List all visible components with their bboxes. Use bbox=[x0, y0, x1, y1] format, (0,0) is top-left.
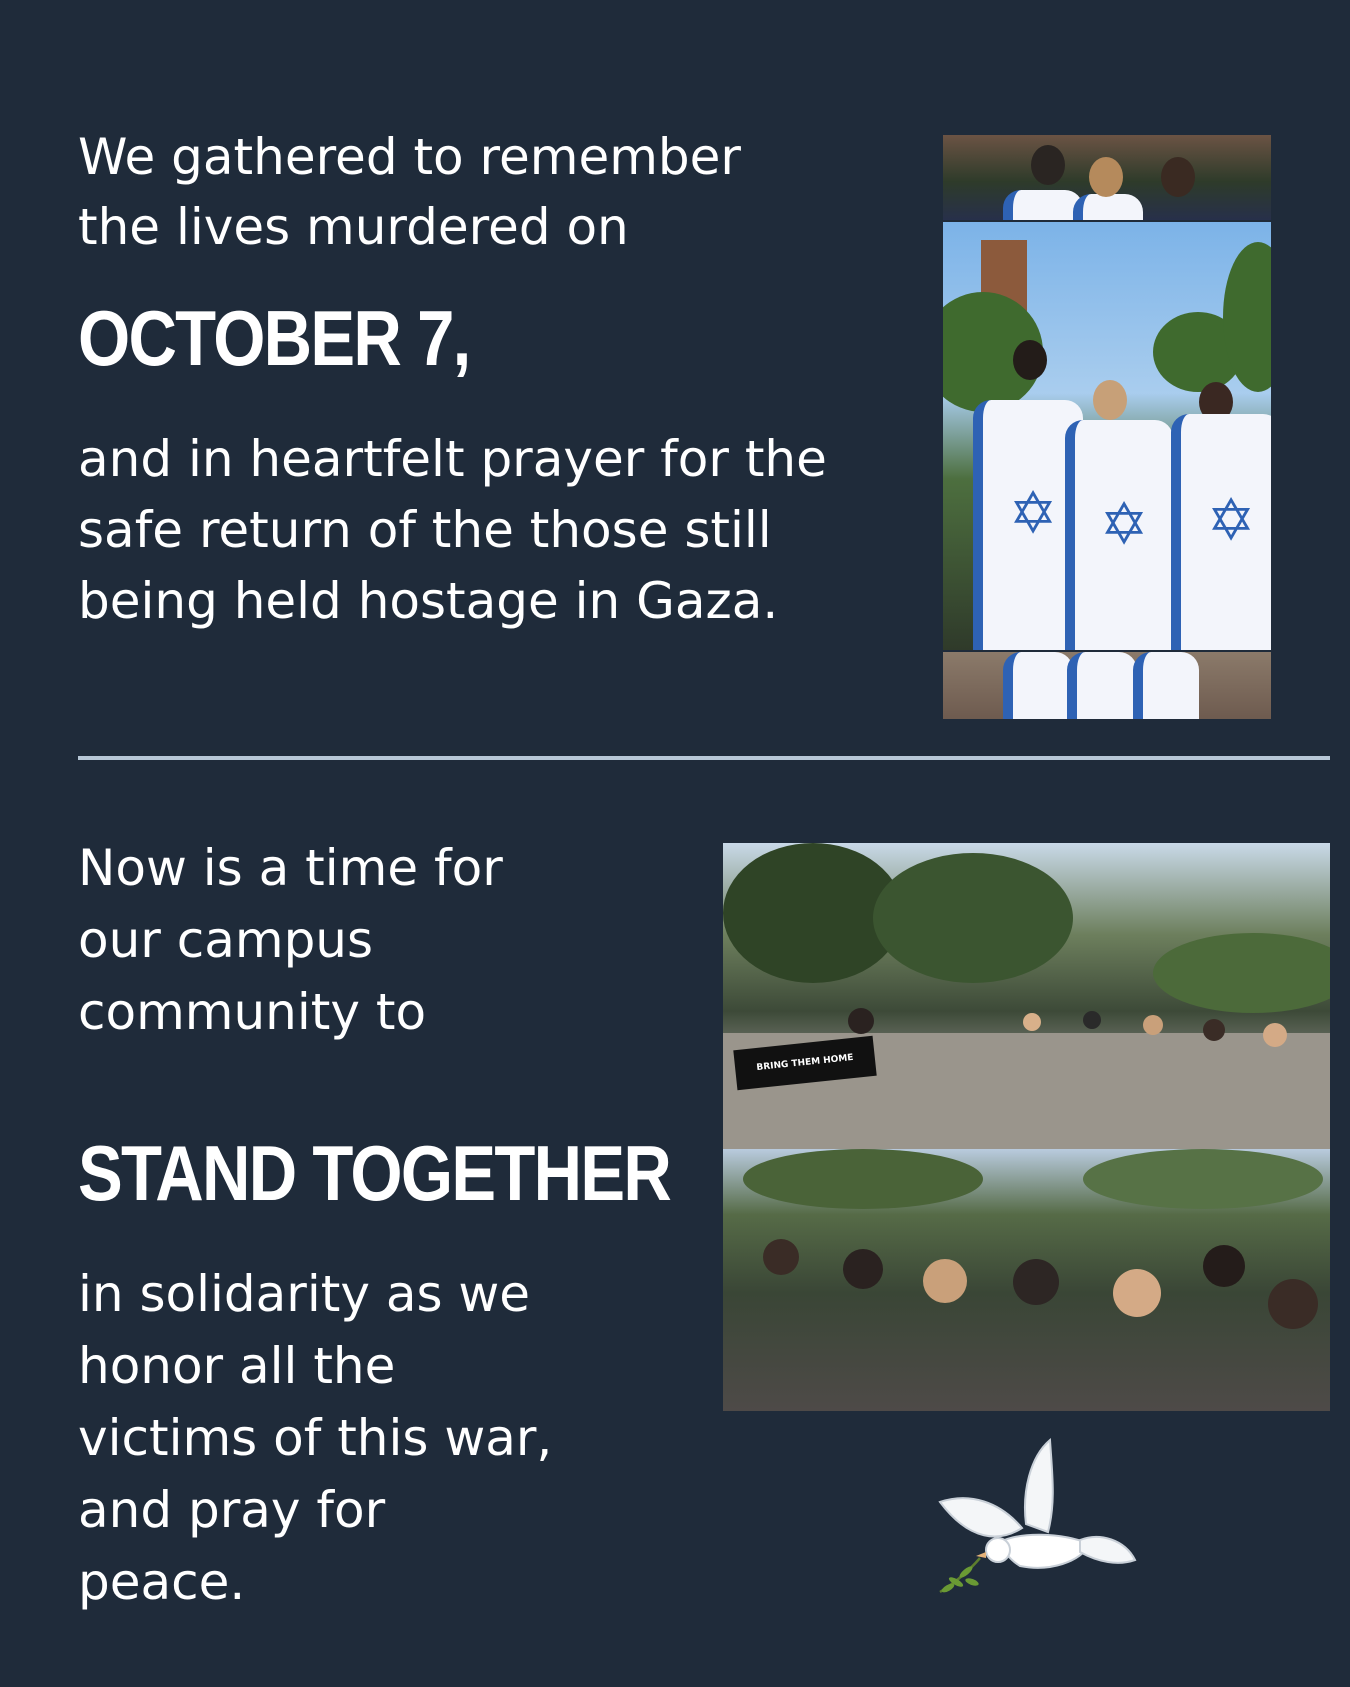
crowd-person bbox=[1023, 1013, 1041, 1031]
crowd-person bbox=[843, 1249, 883, 1289]
flag-figure bbox=[1133, 652, 1199, 719]
flag-figure bbox=[1067, 652, 1137, 719]
person-head bbox=[1031, 145, 1065, 185]
section-divider bbox=[78, 756, 1330, 760]
photo-crowd-standing bbox=[723, 1149, 1330, 1411]
crowd-person bbox=[1083, 1011, 1101, 1029]
star-of-david-icon: ✡ bbox=[1099, 489, 1149, 558]
crowd-person bbox=[923, 1259, 967, 1303]
person-head bbox=[1089, 157, 1123, 197]
intro-text-1: We gathered to remember the lives murdered on bbox=[78, 128, 741, 256]
flag-figure bbox=[1065, 420, 1173, 650]
crowd-person bbox=[1203, 1019, 1225, 1041]
tree bbox=[1153, 933, 1330, 1013]
crowd-person bbox=[1263, 1023, 1287, 1047]
crowd-person bbox=[1013, 1259, 1059, 1305]
flag-figure bbox=[1003, 190, 1083, 220]
flag-figure bbox=[1171, 414, 1271, 650]
photo-students-with-flags bbox=[943, 222, 1271, 650]
crowd-person bbox=[848, 1008, 874, 1034]
photo-flags-bottom-strip bbox=[943, 652, 1271, 719]
flag-figure bbox=[1003, 652, 1073, 719]
crowd-person bbox=[763, 1239, 799, 1275]
october-7-heading: OCTOBER 7, bbox=[78, 294, 470, 382]
person-head bbox=[1161, 157, 1195, 197]
crowd-person bbox=[1268, 1279, 1318, 1329]
stand-together-heading: STAND TOGETHER bbox=[78, 1129, 671, 1217]
tree bbox=[743, 1149, 983, 1209]
tree bbox=[873, 853, 1073, 983]
dove-icon bbox=[930, 1432, 1140, 1612]
photo-vigil-gathering bbox=[723, 843, 1330, 1149]
crowd-person bbox=[1113, 1269, 1161, 1317]
photo-flags-top-strip bbox=[943, 135, 1271, 220]
body-text-1: and in heartfelt prayer for the safe return of the those still being held hostage in Gaza. bbox=[78, 430, 827, 630]
star-of-david-icon: ✡ bbox=[1206, 486, 1256, 555]
bring-them-home-banner: BRING THEM HOME bbox=[733, 1036, 876, 1090]
body-text-2: in solidarity as we honor all the victims of this war, and pray for peace. bbox=[78, 1265, 553, 1611]
tree bbox=[1083, 1149, 1323, 1209]
star-of-david-icon: ✡ bbox=[1008, 478, 1058, 547]
person-head bbox=[1093, 380, 1127, 420]
crowd-person bbox=[1143, 1015, 1163, 1035]
crowd-person bbox=[1203, 1245, 1245, 1287]
person-head bbox=[1013, 340, 1047, 380]
flag-figure bbox=[1073, 194, 1143, 220]
intro-text-2: Now is a time for our campus community to bbox=[78, 839, 503, 1041]
